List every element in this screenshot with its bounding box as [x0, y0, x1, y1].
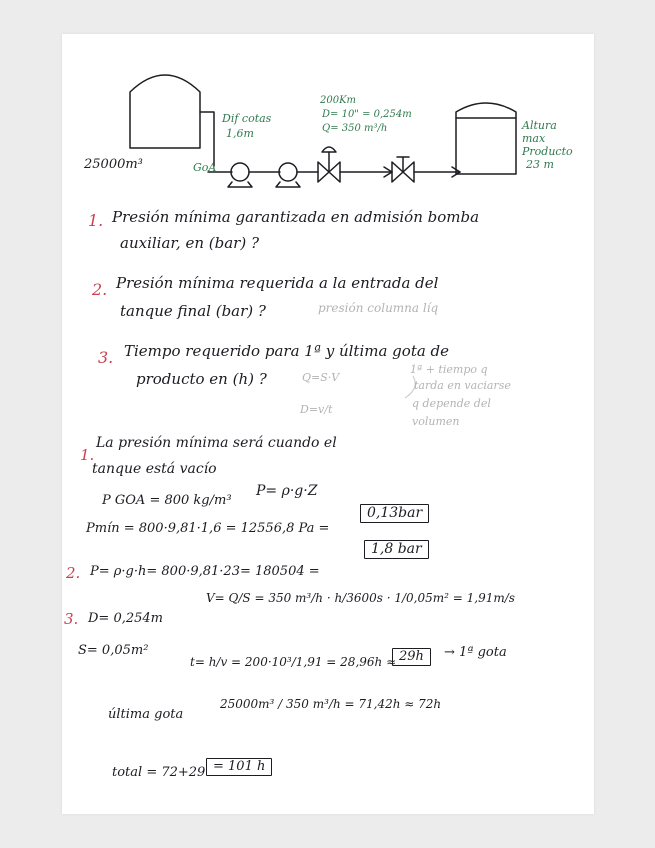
goa-label: GoA	[193, 161, 217, 174]
answer-3-diameter: D= 0,254m	[88, 611, 163, 626]
right-tank-label-1: Altura	[522, 119, 557, 132]
answer-3-total-result: = 101 h	[206, 758, 272, 776]
answer-3-last-drop-calculation: 25000m³ / 350 m³/h = 71,42h ≈ 72h	[220, 697, 442, 711]
question-3-line-2: producto en (h) ?	[136, 370, 267, 388]
answer-1-density: P GOA = 800 kg/m³	[102, 493, 232, 508]
answer-3-first-drop-note: → 1ª gota	[444, 645, 507, 660]
pump-2-icon	[279, 163, 297, 181]
storage-tank-left	[130, 75, 200, 148]
dif-cotas-value: 1,6m	[226, 127, 254, 140]
pipe-length: 200Km	[320, 95, 357, 106]
answer-1-line-2: tanque está vacío	[92, 461, 217, 477]
question-3-pencil-note-6: D=v/t	[300, 403, 333, 416]
question-3-pencil-note-1: Q=S·V	[302, 371, 340, 384]
answer-3-velocity: V= Q/S = 350 m³/h · h/3600s · 1/0,05m² = 1,91m/s	[206, 591, 515, 605]
answer-3-total: total = 72+29	[112, 765, 206, 780]
answer-3-area: S= 0,05m²	[78, 643, 149, 658]
question-3-pencil-note-2: 1ª + tiempo q	[410, 363, 488, 376]
question-3-pencil-note-5: volumen	[412, 415, 460, 428]
right-tank-label-3: Producto	[522, 145, 573, 158]
right-tank-label-2: max	[522, 132, 546, 145]
pipe-flow: Q= 350 m³/h	[322, 123, 388, 134]
question-3-pencil-note-3: tarda en vaciarse	[414, 379, 511, 392]
dif-cotas-label: Dif cotas	[222, 112, 272, 125]
answer-3-last-drop-label: última gota	[108, 707, 184, 722]
answer-3-total-result-box	[206, 758, 272, 776]
answer-3-time-result-box	[392, 648, 431, 666]
answer-3-number: 3.	[64, 610, 79, 628]
pipe-diameter: D= 10" = 0,254m	[322, 109, 412, 120]
answer-2-number: 2.	[66, 564, 81, 582]
question-3-line-1: Tiempo requerido para 1ª y última gota de	[124, 342, 450, 360]
answer-2-calculation: P= ρ·g·h= 800·9,81·23= 180504 =	[90, 564, 320, 579]
right-tank-label-4: 23 m	[526, 158, 554, 171]
tank-left-volume: 25000m³	[84, 157, 143, 172]
answer-2-result-box	[364, 540, 429, 559]
storage-tank-right	[456, 103, 516, 174]
answer-3-time: t= h/v = 200·10³/1,91 = 28,96h ≈	[190, 655, 397, 669]
answer-1-result-box	[360, 504, 429, 523]
answer-1-formula: P= ρ·g·Z	[256, 483, 318, 499]
question-3-number: 3.	[98, 348, 114, 367]
answer-3-time-result: 29h	[392, 648, 431, 666]
answer-2-result: 1,8 bar	[364, 540, 429, 559]
answer-1-line-1: La presión mínima será cuando el	[96, 435, 337, 451]
question-2-pencil-note: presión columna líq	[318, 301, 439, 315]
question-1-line-1: Presión mínima garantizada en admisión bomba	[112, 208, 480, 226]
question-2-line-1: Presión mínima requerida a la entrada del	[116, 274, 439, 292]
answer-1-calculation: Pmín = 800·9,81·1,6 = 12556,8 Pa =	[86, 521, 330, 536]
answer-1-result: 0,13bar	[360, 504, 429, 523]
question-1-line-2: auxiliar, en (bar) ?	[120, 234, 259, 252]
question-3-pencil-note-4: q depende del	[412, 397, 491, 410]
question-2-line-2: tanque final (bar) ?	[120, 302, 266, 320]
pump-1-icon	[231, 163, 249, 181]
elevation-line	[200, 112, 214, 166]
answer-1-number: 1.	[80, 446, 95, 464]
question-2-number: 2.	[92, 280, 108, 299]
question-1-number: 1.	[88, 211, 104, 230]
